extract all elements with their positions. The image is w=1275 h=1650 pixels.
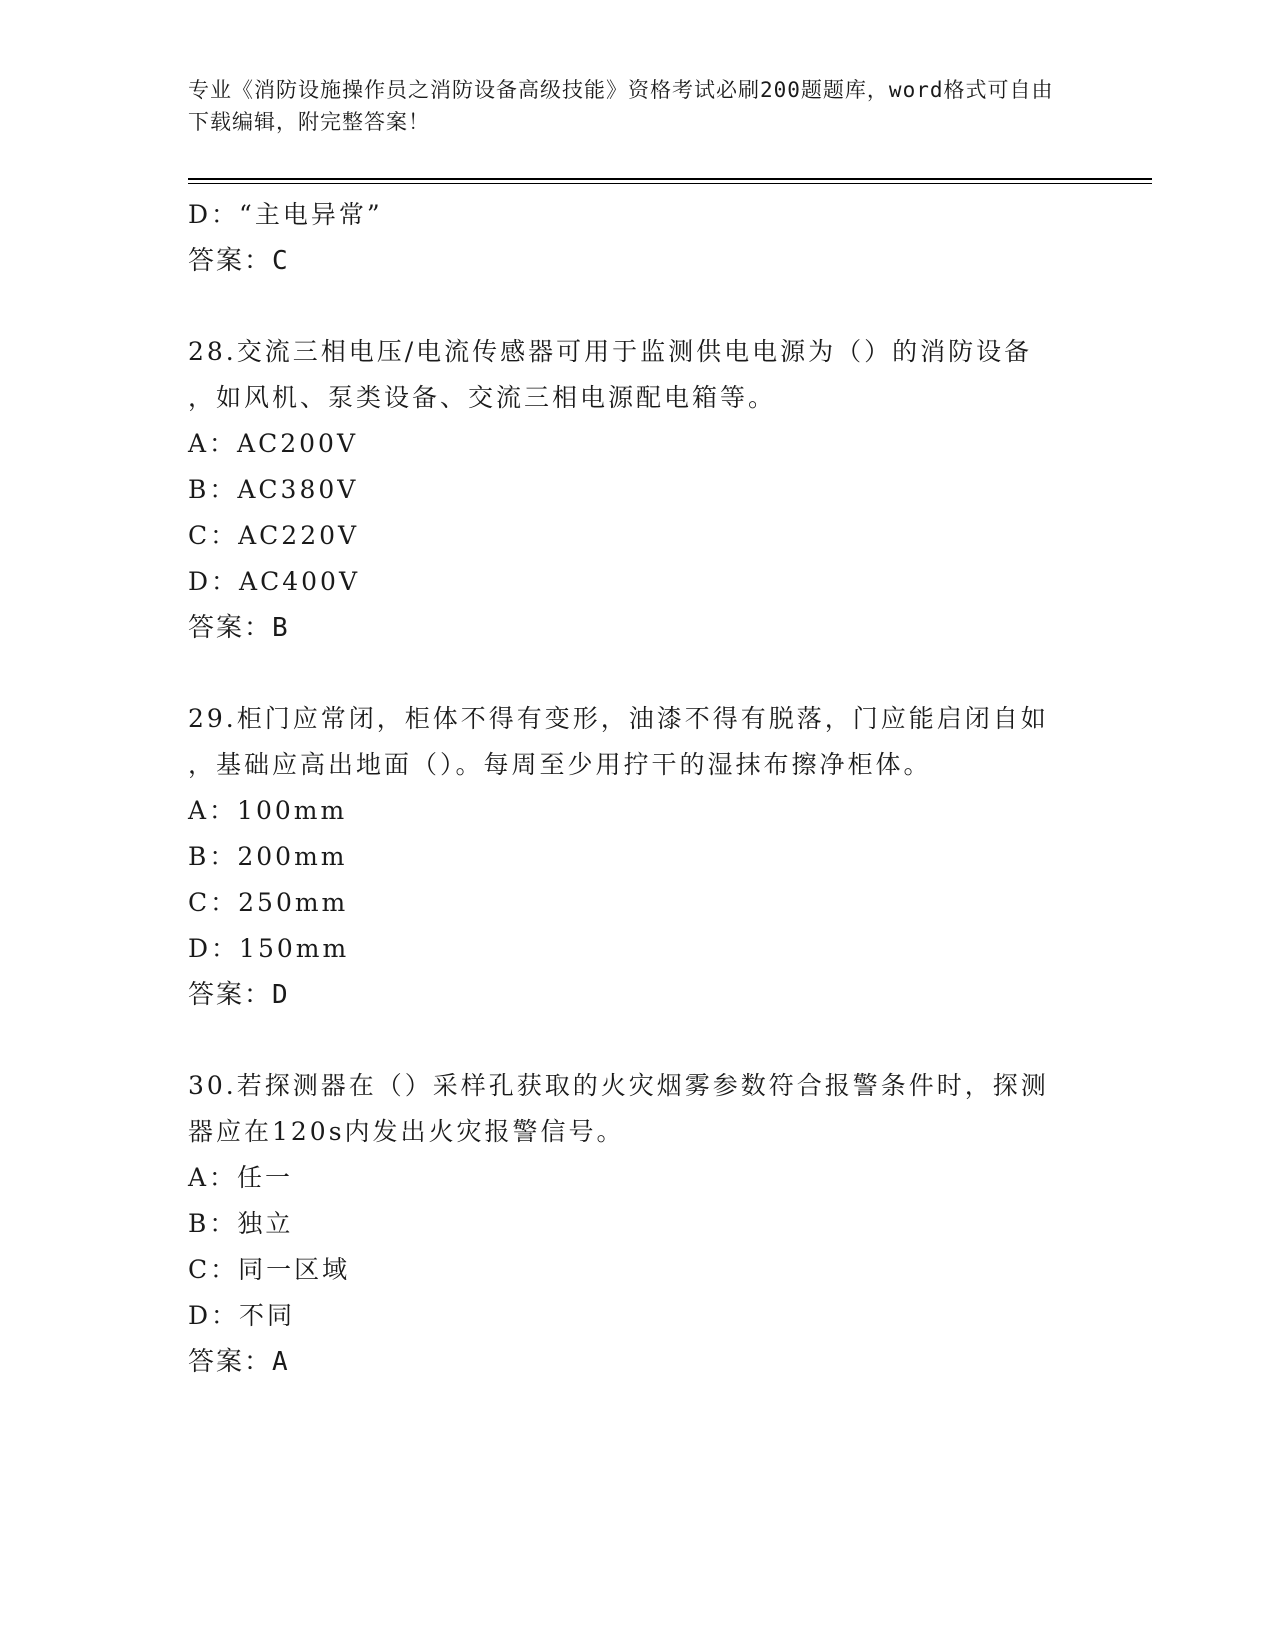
option-a: A：AC200V [188,429,359,458]
question-30 [188,1063,1088,1385]
option-b: B：独立 [188,1209,294,1238]
answer: 答案：C [188,246,290,276]
question-text-cont: ，如风机、泵类设备、交流三相电源配电箱等。 [188,383,777,412]
option-b: B：AC380V [188,475,359,504]
question-29 [188,696,1088,1018]
question-text-cont: ，基础应高出地面（）。每周至少用拧干的湿抹布擦净柜体。 [188,750,932,779]
question-text: 29.柜门应常闭，柜体不得有变形，油漆不得有脱落，门应能启闭自如 [188,704,1049,733]
question-text: 30.若探测器在（）采样孔获取的火灾烟雾参数符合报警条件时，探测 [188,1071,1049,1100]
question-text: 28.交流三相电压/电流传感器可用于监测供电电源为（）的消防设备 [188,337,1033,366]
option-d: D：150mm [188,934,350,963]
option-d: D：AC400V [188,567,360,596]
header-divider [188,178,1152,180]
question-content [188,192,1088,1385]
option-c: C：同一区域 [188,1255,351,1284]
option-c: C：AC220V [188,521,360,550]
option-a: A：任一 [188,1163,294,1192]
answer: 答案：A [188,1347,290,1377]
question-28 [188,329,1088,651]
option-b: B：200mm [188,842,348,871]
option-d: D：不同 [188,1301,296,1330]
answer: 答案：B [188,613,290,643]
header-divider-thin [188,183,1152,184]
option-d: D：“主电异常” [188,200,383,229]
page-header: 专业《消防设施操作员之消防设备高级技能》资格考试必刷200题题库，word格式可自由下载编辑，附完整答案！ [188,78,1054,134]
answer: 答案：D [188,980,290,1010]
option-a: A：100mm [188,796,348,825]
question-text-cont: 器应在120s内发出火灾报警信号。 [188,1117,625,1146]
option-c: C：250mm [188,888,349,917]
